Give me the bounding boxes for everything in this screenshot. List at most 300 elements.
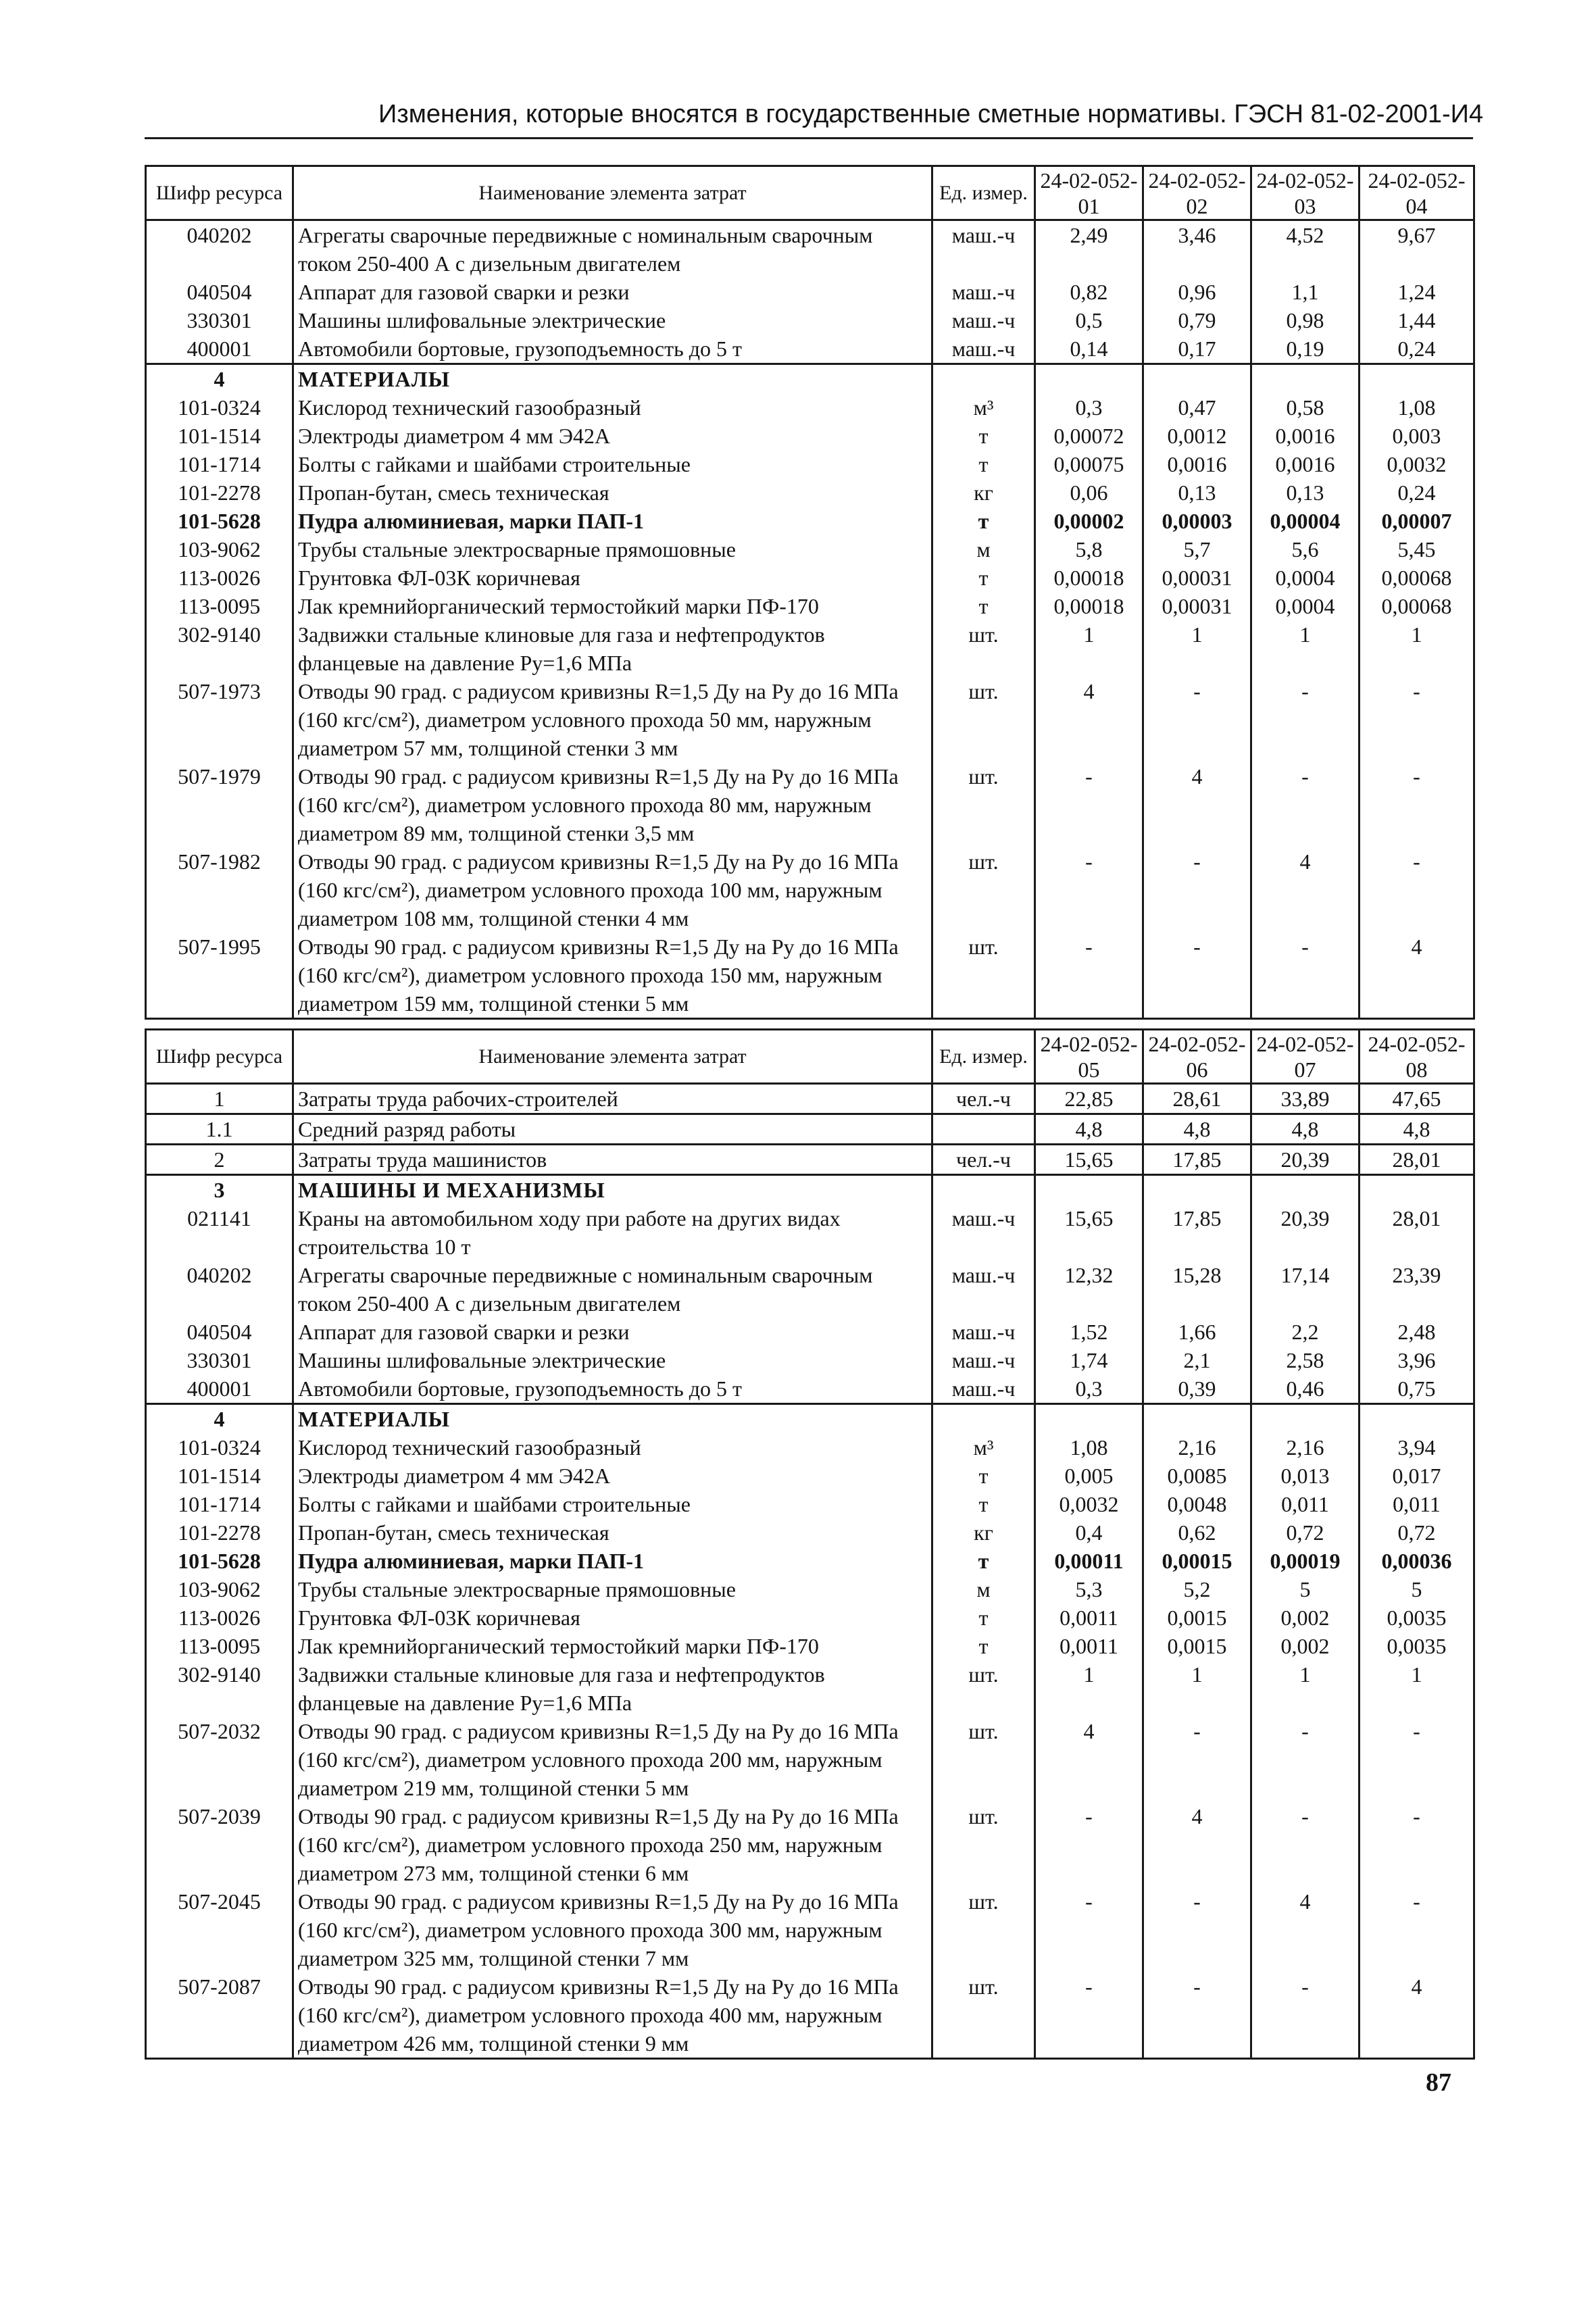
norm-value-cell: 0,0015 (1143, 1603, 1251, 1632)
table-row (146, 1318, 1474, 1346)
table-row (146, 1547, 1474, 1575)
unit-cell: т (932, 507, 1035, 535)
norm-value-cell: 5,8 (1035, 535, 1143, 564)
table-row (146, 278, 1474, 306)
cost-element-name-cell: Пропан-бутан, смесь техническая (293, 478, 932, 507)
unit-cell: шт. (932, 762, 1035, 847)
cost-element-name-cell: Грунтовка ФЛ-03К коричневая (293, 564, 932, 592)
norm-value-cell: 0,00007 (1360, 507, 1474, 535)
cost-element-name-cell: Пропан-бутан, смесь техническая (293, 1518, 932, 1547)
unit-cell: шт. (932, 1660, 1035, 1717)
col-header-norm: 24-02-052-04 (1360, 166, 1474, 220)
norm-value-cell: 0,72 (1251, 1518, 1360, 1547)
norm-value-cell: 17,14 (1251, 1261, 1360, 1318)
cost-element-name-cell: Машины шлифовальные электрические (293, 1346, 932, 1374)
norm-value-cell (1035, 364, 1143, 394)
resource-code-cell: 040202 (146, 1261, 293, 1318)
resource-code-cell: 507-1982 (146, 847, 293, 932)
norm-value-cell: 0,06 (1035, 478, 1143, 507)
table-row (146, 564, 1474, 592)
unit-cell: шт. (932, 1972, 1035, 2059)
norm-value-cell: 0,4 (1035, 1518, 1143, 1547)
norm-value-cell: 4 (1035, 1717, 1143, 1802)
table-row (146, 1346, 1474, 1374)
norm-value-cell: 33,89 (1251, 1084, 1360, 1114)
norm-value-cell (1035, 1175, 1143, 1205)
unit-cell: т (932, 564, 1035, 592)
unit-cell: маш.-ч (932, 334, 1035, 364)
table-row (146, 1462, 1474, 1490)
norm-value-cell: 0,0012 (1143, 422, 1251, 450)
norm-value-cell (1035, 1404, 1143, 1434)
cost-element-name-cell: МАТЕРИАЛЫ (293, 1404, 932, 1434)
resource-code-cell: 1.1 (146, 1114, 293, 1145)
norm-value-cell: 1 (1035, 620, 1143, 677)
table-row (146, 1660, 1474, 1717)
norm-value-cell: 0,003 (1360, 422, 1474, 450)
norm-value-cell: 3,96 (1360, 1346, 1474, 1374)
col-header-unit: Ед. измер. (932, 1030, 1035, 1084)
norm-value-cell: 0,0035 (1360, 1603, 1474, 1632)
unit-cell (932, 364, 1035, 394)
table-row (146, 620, 1474, 677)
norm-value-cell: 15,65 (1035, 1145, 1143, 1175)
unit-cell: м³ (932, 393, 1035, 422)
norm-value-cell: - (1143, 1887, 1251, 1972)
norm-value-cell: - (1360, 847, 1474, 932)
resource-code-cell: 302-9140 (146, 620, 293, 677)
resource-code-cell: 021141 (146, 1204, 293, 1261)
norm-value-cell: 20,39 (1251, 1145, 1360, 1175)
norm-value-cell: 2,1 (1143, 1346, 1251, 1374)
unit-cell: маш.-ч (932, 1346, 1035, 1374)
resource-code-cell: 507-2039 (146, 1802, 293, 1887)
norm-value-cell: 5,3 (1035, 1575, 1143, 1603)
unit-cell: маш.-ч (932, 1374, 1035, 1404)
table-row (146, 450, 1474, 478)
norm-value-cell: 5,2 (1143, 1575, 1251, 1603)
unit-cell: маш.-ч (932, 306, 1035, 334)
table-row (146, 1145, 1474, 1175)
table-row (146, 1433, 1474, 1462)
norm-value-cell: 23,39 (1360, 1261, 1474, 1318)
resource-code-cell: 507-1973 (146, 677, 293, 762)
cost-element-name-cell: Грунтовка ФЛ-03К коричневая (293, 1603, 932, 1632)
resource-code-cell: 101-5628 (146, 1547, 293, 1575)
cost-element-name-cell: Средний разряд работы (293, 1114, 932, 1145)
cost-element-name-cell: Аппарат для газовой сварки и резки (293, 1318, 932, 1346)
unit-cell: маш.-ч (932, 278, 1035, 306)
resource-code-cell: 3 (146, 1175, 293, 1205)
resource-code-cell: 101-1714 (146, 1490, 293, 1518)
norm-value-cell: 0,00019 (1251, 1547, 1360, 1575)
unit-cell: т (932, 1490, 1035, 1518)
norm-value-cell: 0,00011 (1035, 1547, 1143, 1575)
cost-element-name-cell: Машины шлифовальные электрические (293, 306, 932, 334)
cost-element-name-cell: Агрегаты сварочные передвижные с номинальным сварочным током 250-400 А с дизельным двигателем (293, 220, 932, 278)
resource-code-cell: 507-2032 (146, 1717, 293, 1802)
norm-value-cell: 1,08 (1035, 1433, 1143, 1462)
col-header-norm: 24-02-052-03 (1251, 166, 1360, 220)
norm-value-cell: 0,96 (1143, 278, 1251, 306)
norm-value-cell: 0,00031 (1143, 592, 1251, 620)
cost-element-name-cell: Агрегаты сварочные передвижные с номинальным сварочным током 250-400 А с дизельным двигателем (293, 1261, 932, 1318)
norm-value-cell: 0,002 (1251, 1603, 1360, 1632)
norm-value-cell: 0,00075 (1035, 450, 1143, 478)
norm-value-cell: 0,00072 (1035, 422, 1143, 450)
cost-element-name-cell: Кислород технический газообразный (293, 1433, 932, 1462)
norm-value-cell: - (1251, 762, 1360, 847)
table-row (146, 592, 1474, 620)
norm-value-cell: 0,011 (1251, 1490, 1360, 1518)
norm-value-cell: 1 (1360, 1660, 1474, 1717)
table-header-row (146, 166, 1474, 220)
norm-value-cell: 0,58 (1251, 393, 1360, 422)
norm-value-cell: 1 (1035, 1660, 1143, 1717)
norm-value-cell: 5,45 (1360, 535, 1474, 564)
norm-value-cell: - (1035, 932, 1143, 1019)
table-row (146, 535, 1474, 564)
cost-element-name-cell: Пудра алюминиевая, марки ПАП-1 (293, 1547, 932, 1575)
unit-cell: м (932, 1575, 1035, 1603)
col-header-norm: 24-02-052-06 (1143, 1030, 1251, 1084)
norm-value-cell: 0,00036 (1360, 1547, 1474, 1575)
norm-value-cell (1143, 1175, 1251, 1205)
norm-value-cell: - (1360, 762, 1474, 847)
cost-element-name-cell: Лак кремнийорганический термостойкий марки ПФ-170 (293, 1632, 932, 1660)
norm-value-cell: - (1360, 1802, 1474, 1887)
norm-value-cell: - (1143, 1972, 1251, 2059)
resource-code-cell: 507-1979 (146, 762, 293, 847)
unit-cell: шт. (932, 677, 1035, 762)
unit-cell (932, 1114, 1035, 1145)
norm-value-cell: 0,0011 (1035, 1632, 1143, 1660)
norm-value-cell: 3,46 (1143, 220, 1251, 278)
norm-value-cell: 0,14 (1035, 334, 1143, 364)
norm-value-cell: 0,47 (1143, 393, 1251, 422)
norm-value-cell: 28,01 (1360, 1204, 1474, 1261)
cost-element-name-cell: Затраты труда рабочих-строителей (293, 1084, 932, 1114)
norm-value-cell: 1 (1143, 1660, 1251, 1717)
norm-value-cell: 0,24 (1360, 334, 1474, 364)
norm-value-cell: 0,3 (1035, 393, 1143, 422)
col-header-norm: 24-02-052-01 (1035, 166, 1143, 220)
table-row (146, 422, 1474, 450)
table-row (146, 334, 1474, 364)
norm-value-cell: 0,0032 (1035, 1490, 1143, 1518)
cost-element-name-cell: Болты с гайками и шайбами строительные (293, 1490, 932, 1518)
section-row (146, 1175, 1474, 1205)
unit-cell: т (932, 450, 1035, 478)
norm-value-cell: 0,62 (1143, 1518, 1251, 1547)
resource-code-cell: 113-0026 (146, 564, 293, 592)
norm-value-cell: 0,00068 (1360, 592, 1474, 620)
cost-element-name-cell: Пудра алюминиевая, марки ПАП-1 (293, 507, 932, 535)
table-row (146, 1374, 1474, 1404)
table-row (146, 762, 1474, 847)
norm-value-cell: 0,00015 (1143, 1547, 1251, 1575)
resource-code-cell: 4 (146, 364, 293, 394)
norm-value-cell: 0,0015 (1143, 1632, 1251, 1660)
page-header: Изменения, которые вносятся в государственные сметные нормативы. ГЭСН 81-02-2001-И4 (378, 100, 1484, 128)
table-row (146, 478, 1474, 507)
norm-value-cell: 0,3 (1035, 1374, 1143, 1404)
resource-code-cell: 507-2045 (146, 1887, 293, 1972)
col-header-name: Наименование элемента затрат (293, 166, 932, 220)
table-row (146, 1887, 1474, 1972)
norm-value-cell: 1 (1251, 620, 1360, 677)
cost-element-name-cell: Отводы 90 град. с радиусом кривизны R=1,5 Ду на Ру до 16 МПа (160 кгс/см²), диаметром условного прохода 250 мм, наружным диаметром 273 мм, толщиной стенки 6 мм (293, 1802, 932, 1887)
unit-cell: чел.-ч (932, 1084, 1035, 1114)
cost-element-name-cell: Трубы стальные электросварные прямошовные (293, 535, 932, 564)
norm-value-cell: 0,98 (1251, 306, 1360, 334)
resource-code-cell: 103-9062 (146, 535, 293, 564)
norm-value-cell: 0,00018 (1035, 592, 1143, 620)
norm-value-cell: 0,0016 (1143, 450, 1251, 478)
norm-value-cell: 47,65 (1360, 1084, 1474, 1114)
norm-value-cell: 2,49 (1035, 220, 1143, 278)
cost-element-name-cell: Задвижки стальные клиновые для газа и нефтепродуктов фланцевые на давление Ру=1,6 МПа (293, 620, 932, 677)
table-row (146, 1084, 1474, 1114)
resource-code-cell: 101-1514 (146, 1462, 293, 1490)
norm-value-cell: 0,0004 (1251, 592, 1360, 620)
norm-value-cell: 0,72 (1360, 1518, 1474, 1547)
norm-value-cell: 1,52 (1035, 1318, 1143, 1346)
unit-cell: маш.-ч (932, 1261, 1035, 1318)
cost-element-name-cell: Автомобили бортовые, грузоподъемность до 5 т (293, 334, 932, 364)
norm-value-cell: 4 (1360, 932, 1474, 1019)
resource-code-cell: 400001 (146, 334, 293, 364)
table-row (146, 677, 1474, 762)
norm-value-cell: 12,32 (1035, 1261, 1143, 1318)
cost-element-name-cell: Автомобили бортовые, грузоподъемность до 5 т (293, 1374, 932, 1404)
cost-element-name-cell: Отводы 90 град. с радиусом кривизны R=1,5 Ду на Ру до 16 МПа (160 кгс/см²), диаметром условного прохода 100 мм, наружным диаметром 108 мм, толщиной стенки 4 мм (293, 847, 932, 932)
resource-code-cell: 507-1995 (146, 932, 293, 1019)
unit-cell: шт. (932, 932, 1035, 1019)
norm-value-cell: 28,01 (1360, 1145, 1474, 1175)
norm-value-cell: 0,0035 (1360, 1632, 1474, 1660)
norm-value-cell: - (1251, 932, 1360, 1019)
cost-element-name-cell: Болты с гайками и шайбами строительные (293, 450, 932, 478)
unit-cell: шт. (932, 847, 1035, 932)
norm-value-cell: - (1035, 1972, 1143, 2059)
norm-value-cell: - (1143, 677, 1251, 762)
resource-code-cell: 113-0095 (146, 592, 293, 620)
norm-value-cell (1360, 364, 1474, 394)
norm-table-2 (145, 1028, 1475, 2060)
norm-value-cell: 4,52 (1251, 220, 1360, 278)
unit-cell: кг (932, 478, 1035, 507)
norm-value-cell: 2,58 (1251, 1346, 1360, 1374)
cost-element-name-cell: Отводы 90 град. с радиусом кривизны R=1,5 Ду на Ру до 16 МПа (160 кгс/см²), диаметром условного прохода 300 мм, наружным диаметром 325 мм, толщиной стенки 7 мм (293, 1887, 932, 1972)
norm-value-cell: 1,44 (1360, 306, 1474, 334)
norm-value-cell: 0,0016 (1251, 422, 1360, 450)
unit-cell: шт. (932, 620, 1035, 677)
norm-value-cell: 1,1 (1251, 278, 1360, 306)
table-header-row (146, 1030, 1474, 1084)
norm-value-cell: 2,16 (1251, 1433, 1360, 1462)
resource-code-cell: 4 (146, 1404, 293, 1434)
norm-value-cell: 4,8 (1143, 1114, 1251, 1145)
norm-value-cell: 4,8 (1035, 1114, 1143, 1145)
norm-value-cell: 0,79 (1143, 306, 1251, 334)
col-header-unit: Ед. измер. (932, 166, 1035, 220)
norm-value-cell: 0,00002 (1035, 507, 1143, 535)
norm-value-cell: 4 (1360, 1972, 1474, 2059)
table-row (146, 847, 1474, 932)
cost-element-name-cell: Электроды диаметром 4 мм Э42А (293, 422, 932, 450)
norm-value-cell: 1 (1360, 620, 1474, 677)
norm-value-cell: - (1251, 1802, 1360, 1887)
unit-cell: т (932, 1603, 1035, 1632)
norm-value-cell: 0,005 (1035, 1462, 1143, 1490)
norm-value-cell: 3,94 (1360, 1433, 1474, 1462)
norm-value-cell: - (1360, 677, 1474, 762)
norm-value-cell: 0,24 (1360, 478, 1474, 507)
norm-table-1 (145, 165, 1475, 1020)
resource-code-cell: 101-2278 (146, 1518, 293, 1547)
norm-value-cell: 0,0085 (1143, 1462, 1251, 1490)
table-row (146, 1972, 1474, 2059)
resource-code-cell: 040202 (146, 220, 293, 278)
unit-cell: т (932, 422, 1035, 450)
col-header-norm: 24-02-052-07 (1251, 1030, 1360, 1084)
norm-value-cell: 1 (1143, 620, 1251, 677)
norm-value-cell: - (1035, 1887, 1143, 1972)
norm-value-cell: 0,39 (1143, 1374, 1251, 1404)
col-header-norm: 24-02-052-05 (1035, 1030, 1143, 1084)
unit-cell: маш.-ч (932, 1318, 1035, 1346)
table-row (146, 306, 1474, 334)
table-row (146, 1114, 1474, 1145)
norm-value-cell: 4,8 (1251, 1114, 1360, 1145)
col-header-norm: 24-02-052-02 (1143, 166, 1251, 220)
resource-code-cell: 101-2278 (146, 478, 293, 507)
norm-value-cell: 0,013 (1251, 1462, 1360, 1490)
resource-code-cell: 101-5628 (146, 507, 293, 535)
unit-cell (932, 1404, 1035, 1434)
norm-value-cell: 0,0011 (1035, 1603, 1143, 1632)
cost-element-name-cell: Электроды диаметром 4 мм Э42А (293, 1462, 932, 1490)
norm-value-cell: 4 (1035, 677, 1143, 762)
unit-cell: шт. (932, 1887, 1035, 1972)
unit-cell: м³ (932, 1433, 1035, 1462)
cost-element-name-cell: Отводы 90 град. с радиусом кривизны R=1,5 Ду на Ру до 16 МПа (160 кгс/см²), диаметром условного прохода 50 мм, наружным диаметром 57 мм, толщиной стенки 3 мм (293, 677, 932, 762)
cost-element-name-cell: МАТЕРИАЛЫ (293, 364, 932, 394)
resource-code-cell: 400001 (146, 1374, 293, 1404)
unit-cell: шт. (932, 1717, 1035, 1802)
table-row (146, 1490, 1474, 1518)
table-row (146, 1204, 1474, 1261)
resource-code-cell: 2 (146, 1145, 293, 1175)
norm-value-cell: 5 (1360, 1575, 1474, 1603)
norm-value-cell: 1,24 (1360, 278, 1474, 306)
unit-cell: чел.-ч (932, 1145, 1035, 1175)
unit-cell: маш.-ч (932, 220, 1035, 278)
unit-cell: кг (932, 1518, 1035, 1547)
resource-code-cell: 1 (146, 1084, 293, 1114)
cost-element-name-cell: Аппарат для газовой сварки и резки (293, 278, 932, 306)
norm-value-cell: 0,19 (1251, 334, 1360, 364)
norm-value-cell: 2,48 (1360, 1318, 1474, 1346)
unit-cell: т (932, 592, 1035, 620)
norm-value-cell (1251, 1404, 1360, 1434)
unit-cell (932, 1175, 1035, 1205)
norm-value-cell: 0,002 (1251, 1632, 1360, 1660)
norm-value-cell: 0,00003 (1143, 507, 1251, 535)
norm-value-cell: - (1251, 1717, 1360, 1802)
norm-value-cell: 5,7 (1143, 535, 1251, 564)
norm-value-cell: 15,65 (1035, 1204, 1143, 1261)
norm-value-cell: - (1360, 1887, 1474, 1972)
norm-value-cell: 0,00068 (1360, 564, 1474, 592)
norm-value-cell: 4,8 (1360, 1114, 1474, 1145)
resource-code-cell: 101-1714 (146, 450, 293, 478)
norm-value-cell: 0,011 (1360, 1490, 1474, 1518)
norm-value-cell: 2,16 (1143, 1433, 1251, 1462)
cost-element-name-cell: Отводы 90 град. с радиусом кривизны R=1,5 Ду на Ру до 16 МПа (160 кгс/см²), диаметром условного прохода 200 мм, наружным диаметром 219 мм, толщиной стенки 5 мм (293, 1717, 932, 1802)
norm-value-cell: 0,17 (1143, 334, 1251, 364)
norm-value-cell: 0,017 (1360, 1462, 1474, 1490)
section-row (146, 364, 1474, 394)
header-rule (145, 137, 1473, 139)
norm-value-cell: 4 (1251, 847, 1360, 932)
norm-value-cell: - (1143, 932, 1251, 1019)
cost-element-name-cell: Кислород технический газообразный (293, 393, 932, 422)
col-header-norm: 24-02-052-08 (1360, 1030, 1474, 1084)
norm-value-cell: 4 (1251, 1887, 1360, 1972)
table-row (146, 1632, 1474, 1660)
norm-value-cell (1143, 364, 1251, 394)
resource-code-cell: 302-9140 (146, 1660, 293, 1717)
unit-cell: м (932, 535, 1035, 564)
norm-value-cell: 4 (1143, 1802, 1251, 1887)
resource-code-cell: 040504 (146, 278, 293, 306)
resource-code-cell: 330301 (146, 306, 293, 334)
norm-value-cell: - (1035, 762, 1143, 847)
unit-cell: шт. (932, 1802, 1035, 1887)
col-header-name: Наименование элемента затрат (293, 1030, 932, 1084)
norm-value-cell: 2,2 (1251, 1318, 1360, 1346)
resource-code-cell: 103-9062 (146, 1575, 293, 1603)
norm-value-cell: 0,13 (1251, 478, 1360, 507)
norm-value-cell: - (1143, 1717, 1251, 1802)
cost-element-name-cell: Задвижки стальные клиновые для газа и нефтепродуктов фланцевые на давление Ру=1,6 МПа (293, 1660, 932, 1717)
norm-value-cell: 0,46 (1251, 1374, 1360, 1404)
norm-value-cell: - (1251, 1972, 1360, 2059)
norm-value-cell: 1,66 (1143, 1318, 1251, 1346)
resource-code-cell: 330301 (146, 1346, 293, 1374)
unit-cell: т (932, 1547, 1035, 1575)
table-row (146, 1518, 1474, 1547)
norm-value-cell: 20,39 (1251, 1204, 1360, 1261)
norm-value-cell: 9,67 (1360, 220, 1474, 278)
resource-code-cell: 040504 (146, 1318, 293, 1346)
norm-value-cell: 0,0016 (1251, 450, 1360, 478)
unit-cell: т (932, 1632, 1035, 1660)
resource-code-cell: 101-1514 (146, 422, 293, 450)
norm-value-cell: 5,6 (1251, 535, 1360, 564)
table-row (146, 507, 1474, 535)
norm-value-cell: 0,00004 (1251, 507, 1360, 535)
norm-value-cell: 5 (1251, 1575, 1360, 1603)
norm-value-cell: 22,85 (1035, 1084, 1143, 1114)
norm-value-cell: 0,00031 (1143, 564, 1251, 592)
cost-element-name-cell: Лак кремнийорганический термостойкий марки ПФ-170 (293, 592, 932, 620)
norm-value-cell: - (1035, 847, 1143, 932)
table-body (146, 1084, 1474, 2059)
section-row (146, 1404, 1474, 1434)
